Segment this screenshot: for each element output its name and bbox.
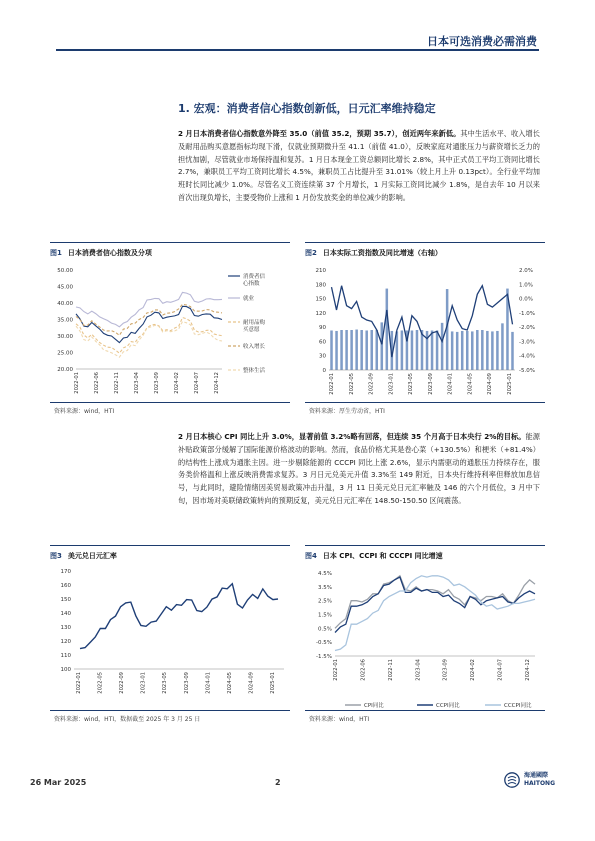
y-tick-label: 3.5% <box>318 584 332 591</box>
y-tick-label: 110 <box>60 653 71 659</box>
wage-index-bar <box>381 322 384 370</box>
wage-index-bar <box>451 331 454 370</box>
y-tick-label: 180 <box>315 282 326 289</box>
legend-label: 买意愿 <box>243 327 260 333</box>
x-tick-label: 2023-09 <box>442 659 449 681</box>
wage-index-bar <box>340 330 343 370</box>
x-tick-label: 2023-05 <box>162 672 169 694</box>
y-tick-label: 170 <box>60 569 71 575</box>
figure-title: 日本 CPI、CCPI 和 CCCPI 同比增速 <box>322 552 443 560</box>
x-tick-label: 2023-09 <box>427 373 434 395</box>
legend-label: 消费者信 <box>243 274 266 280</box>
wage-index-bar <box>456 332 459 370</box>
figure-4-source: 资料来源：wind，HTI <box>309 716 370 723</box>
x-tick-label: 2024-07 <box>194 372 200 394</box>
x-tick-label: 2022-09 <box>368 373 375 395</box>
wage-index-bar <box>416 330 419 370</box>
legend-label: 就业 <box>243 296 255 302</box>
y-tick-label: 30.00 <box>57 334 73 340</box>
header-rule <box>56 49 539 51</box>
y-tick-label: -1.5% <box>316 654 332 660</box>
y-tick-label: 160 <box>60 583 71 589</box>
wage-index-bar <box>486 331 489 370</box>
section-title: 1. 宏观：消费者信心指数创新低，日元汇率维持稳定 <box>178 102 436 115</box>
paragraph-consumer-confidence <box>178 128 540 205</box>
y-tick-label: 90 <box>319 325 326 332</box>
haitong-logo <box>504 772 555 788</box>
legend-label: CCCPI同比 <box>504 703 532 709</box>
y-tick-label: 60 <box>319 339 326 346</box>
x-tick-label: 2024-02 <box>470 659 477 681</box>
x-tick-label: 2024-01 <box>205 672 212 694</box>
series-line <box>335 577 535 632</box>
y2-tick-label: 2.0% <box>519 268 533 274</box>
footer-date: 26 Mar 2025 <box>30 778 87 787</box>
wage-index-bar <box>330 330 333 370</box>
legend-label: CCPI同比 <box>436 703 460 709</box>
y-tick-label: 30 <box>319 353 326 360</box>
logo-text-cn: 海通國際 <box>523 772 548 779</box>
figure-number: 图1 <box>50 249 62 257</box>
x-tick-label: 2023-01 <box>140 672 147 694</box>
wage-index-bar <box>335 331 338 370</box>
paragraph-cpi <box>178 431 540 508</box>
y-tick-label: 0.5% <box>318 626 332 633</box>
legend-label: 整体生活 <box>243 368 266 374</box>
figure-4 <box>305 545 545 711</box>
report-header-title: 日本可选消费必需消费 <box>427 35 537 48</box>
figure-2 <box>305 242 545 406</box>
x-tick-label: 2022-06 <box>360 659 367 681</box>
x-tick-label: 2022-05 <box>97 672 104 694</box>
cpi-chart <box>305 561 545 711</box>
y-tick-label: 45.00 <box>57 284 73 291</box>
figure-title: 日本消费者信心指数及分项 <box>67 249 152 257</box>
legend-label: 收入增长 <box>243 344 266 350</box>
y-tick-label: 25.00 <box>57 350 73 357</box>
x-tick-label: 2024-02 <box>174 372 180 394</box>
x-tick-label: 2022-01 <box>329 373 335 395</box>
wage-index-bar <box>350 330 353 370</box>
wage-index-bar <box>491 331 494 370</box>
y-tick-label: 2.5% <box>318 598 332 605</box>
paragraph-body: 其中生活水平、收入增长及耐用品购买意愿指标均现下滑，仅就业预期微升至 41.1（前值 41.0），反映家庭对通胀压力与薪资增长乏力的担忧加剧，尽管就业市场保持温和复苏。1 月日本现金工资总额同比增长 2.8%，其中正式员工平均工资同比增长 2.7%，兼职员工平均工资同比增长 4.5%，兼职员工占比提升至 31.01%（较上月上升 0.13pct）。全行业平均加班时长同比减少 1.0%。尽管名义工资连续第 37 个月增长，1 月实际工资同比减少 1.8%，是自去年 10 月以来首次出现负增长，主要受物价上涨和 1 月份发放奖金的单位减少的影响。 <box>178 129 540 202</box>
y2-tick-label: -3.0% <box>519 339 535 346</box>
paragraph-lead: 2 月日本核心 CPI 同比上升 3.0%，显著前值 3.2%略有回落，但连续 35 个月高于日本央行 2%的目标。 <box>178 432 526 441</box>
paragraph-body: 能源补贴政策部分缓解了国际能源价格波动的影响。然而，食品价格尤其是卷心菜（+130.5%）和梗米（+81.4%）的结构性上涨成为通胀主因。进一步剔除能源的 CCCPI 同比上涨 2.6%，显示内需驱动的通胀压力持续存在，服务类价格温和上涨反映消费需求复苏。3 月日元兑美元升值 3.3%至 149 附近，日本央行维持利率但释放加息信号，与此同时，避险情绪因美贸易政策冲击升温，3 月 11 日美元兑日元汇率触及 146 的六个月低位，3 月中下旬，因市场对美联储政策转向的预期反复，美元兑日元汇率在 148.50-150.50 区间震荡。 <box>178 432 540 505</box>
figure-number: 图3 <box>50 552 62 560</box>
y-tick-label: 140 <box>60 611 71 617</box>
wage-index-bar <box>355 330 358 370</box>
x-tick-label: 2025-01 <box>270 672 276 694</box>
logo-text-en: HAITONG <box>523 780 555 787</box>
series-line <box>335 576 535 651</box>
source-rule <box>50 402 290 403</box>
real-wage-chart <box>305 258 545 406</box>
figure-1-source: 资料来源：wind，HTI <box>54 408 115 415</box>
y-tick-label: 120 <box>60 639 71 645</box>
x-tick-label: 2023-09 <box>183 672 190 694</box>
x-tick-label: 2022-01 <box>76 672 82 694</box>
legend-label: 心指数 <box>243 281 260 287</box>
source-rule <box>305 402 545 403</box>
y2-tick-label: -2.0% <box>519 325 535 332</box>
wage-index-bar <box>401 330 404 370</box>
x-tick-label: 2022-11 <box>387 659 394 681</box>
y-tick-label: 20.00 <box>57 367 73 373</box>
wage-index-bar <box>461 331 464 370</box>
wage-index-bar <box>436 330 439 370</box>
x-tick-label: 2022-05 <box>348 373 355 395</box>
paragraph-lead: 2 月日本消费者信心指数意外降至 35.0（前值 35.2，预期 35.7），创近两年来新低。 <box>178 129 461 138</box>
wage-index-bar <box>496 331 499 370</box>
x-tick-label: 2024-05 <box>467 373 474 395</box>
x-tick-label: 2024-12 <box>525 659 531 681</box>
figure-2-source: 资料来源：厚生劳动省，HTI <box>309 408 385 415</box>
series-line <box>76 304 222 335</box>
y-tick-label: 40.00 <box>57 301 73 307</box>
series-line <box>76 306 222 342</box>
y-tick-label: 150 <box>315 296 326 303</box>
x-tick-label: 2022-01 <box>74 372 80 394</box>
wage-index-bar <box>421 330 424 370</box>
wage-index-bar <box>431 330 434 370</box>
x-tick-label: 2023-04 <box>415 659 422 681</box>
wage-index-bar <box>481 330 484 370</box>
wage-index-bar <box>411 330 414 370</box>
y2-tick-label: 1.0% <box>519 282 533 289</box>
series-line <box>76 318 222 354</box>
wage-index-bar <box>501 323 504 370</box>
figure-3 <box>50 545 290 711</box>
x-tick-label: 2024-09 <box>248 672 255 694</box>
figure-title: 美元兑日元汇率 <box>67 552 117 560</box>
wage-index-bar <box>441 323 444 370</box>
y2-tick-label: -5.0% <box>519 368 535 374</box>
x-tick-label: 2024-12 <box>214 372 220 394</box>
x-tick-label: 2023-09 <box>154 372 160 394</box>
y2-tick-label: -1.0% <box>519 310 535 317</box>
x-tick-label: 2025-01 <box>507 373 513 395</box>
figure-number: 图2 <box>305 249 317 257</box>
y-tick-label: 4.5% <box>318 571 332 577</box>
legend-label: CPI同比 <box>364 703 384 709</box>
wage-index-bar <box>345 330 348 370</box>
y-tick-label: 100 <box>60 667 71 673</box>
wage-index-bar <box>466 331 469 370</box>
wage-index-bar <box>511 332 514 370</box>
figure-1 <box>50 242 290 406</box>
figure-number: 图4 <box>305 552 317 560</box>
y-tick-label: -0.5% <box>316 640 332 647</box>
usdjpy-chart <box>50 561 290 711</box>
y-tick-label: 50.00 <box>57 268 73 274</box>
page-number: 2 <box>275 778 281 787</box>
source-rule <box>305 710 545 711</box>
wage-index-bar <box>386 289 389 370</box>
x-tick-label: 2024-01 <box>447 373 454 395</box>
figure-3-source: 资料来源：wind，HTI，数据截至 2025 年 3 月 25 日 <box>54 716 201 723</box>
y-tick-label: 0 <box>322 368 326 374</box>
x-tick-label: 2024-07 <box>497 659 504 681</box>
y-tick-label: 150 <box>60 597 71 603</box>
x-tick-label: 2022-09 <box>119 672 126 694</box>
series-line <box>80 584 278 649</box>
wage-index-bar <box>471 331 474 370</box>
wage-index-bar <box>360 330 363 370</box>
y2-tick-label: -4.0% <box>519 353 535 360</box>
haitong-logo-icon <box>504 772 520 788</box>
x-tick-label: 2024-09 <box>487 373 494 395</box>
series-line <box>76 292 222 326</box>
wage-index-bar <box>370 330 373 370</box>
y-tick-label: 210 <box>315 268 326 274</box>
source-rule <box>50 710 290 711</box>
wage-index-bar <box>476 330 479 370</box>
y-tick-label: 1.5% <box>318 612 332 619</box>
y2-tick-label: 0.0% <box>519 296 533 303</box>
x-tick-label: 2023-04 <box>134 372 140 394</box>
consumer-confidence-chart <box>50 258 290 406</box>
legend-label: 耐用品购 <box>243 320 266 326</box>
x-tick-label: 2022-06 <box>94 372 100 394</box>
x-tick-label: 2024-05 <box>226 672 233 694</box>
wage-index-bar <box>376 330 379 370</box>
y-tick-label: 120 <box>315 310 326 317</box>
x-tick-label: 2023-05 <box>408 373 415 395</box>
x-tick-label: 2023-01 <box>388 373 395 395</box>
y-tick-label: 35.00 <box>57 317 73 324</box>
x-tick-label: 2022-11 <box>114 372 120 394</box>
wage-index-bar <box>365 330 368 370</box>
figure-title: 日本实际工资指数及同比增速（右轴） <box>322 249 442 257</box>
y-tick-label: 130 <box>60 625 71 631</box>
x-tick-label: 2022-01 <box>333 659 339 681</box>
